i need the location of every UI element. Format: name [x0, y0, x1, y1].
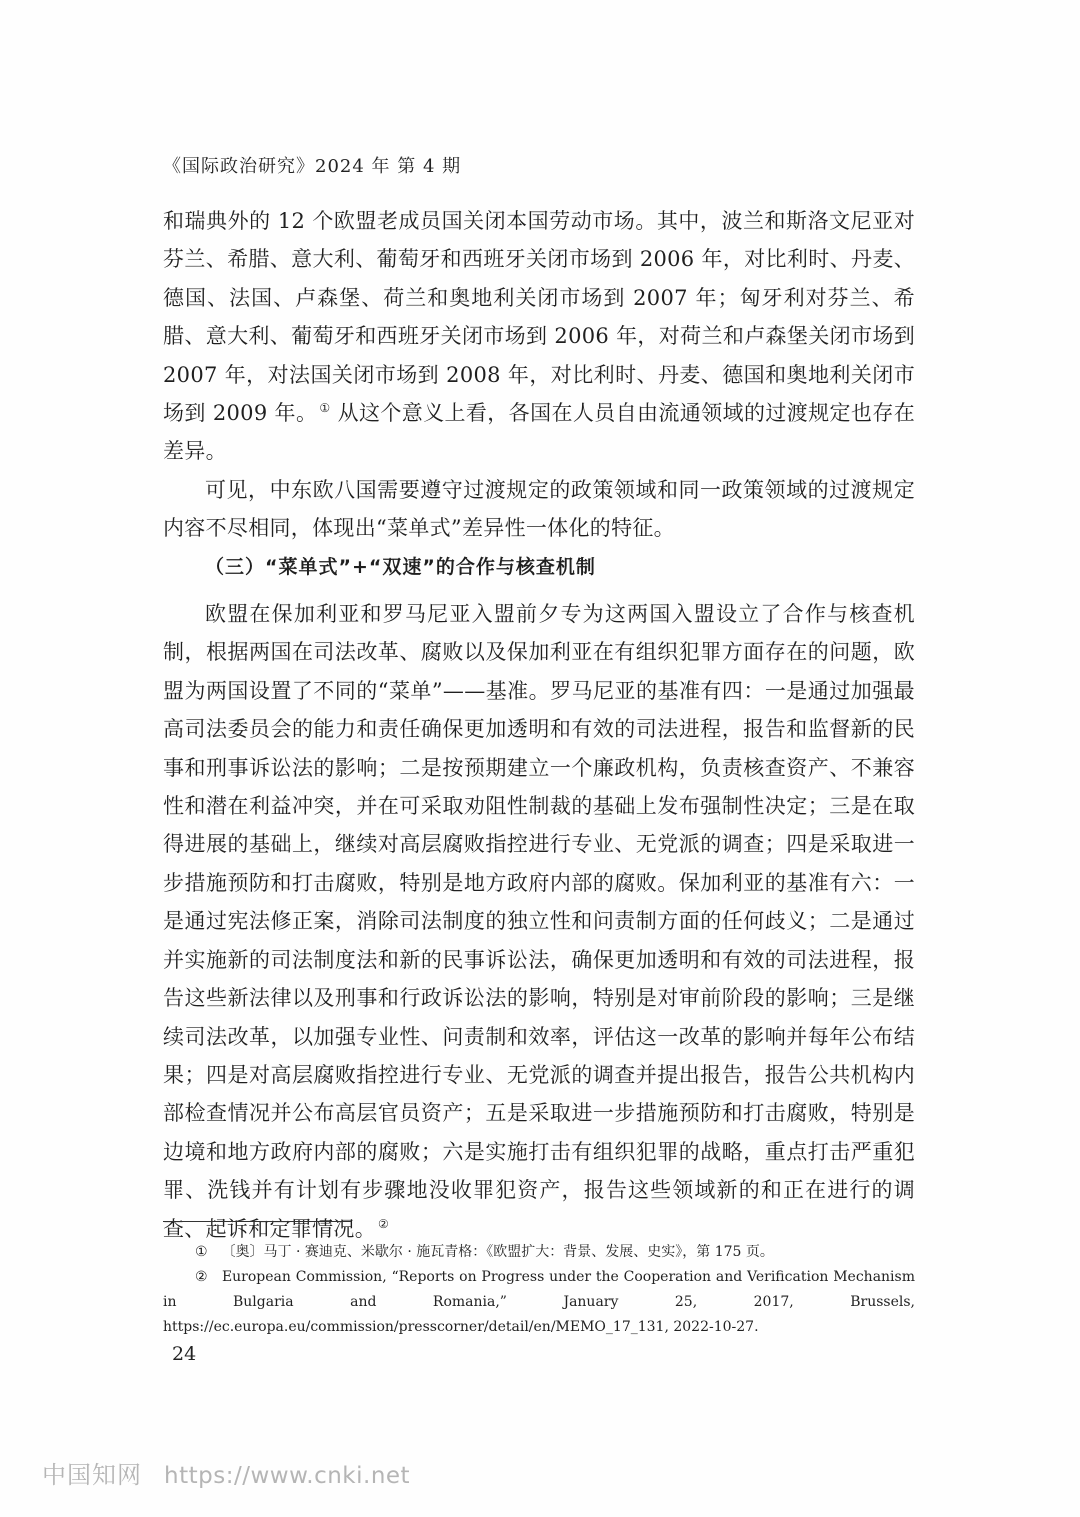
paragraph-3 — [163, 595, 915, 1248]
footnote-1 — [163, 1240, 915, 1265]
page-number: 24 — [172, 1343, 197, 1365]
paragraph-2: 可见，中东欧八国需要遵守过渡规定的政策领域和同一政策领域的过渡规定内容不尽相同，体现出“菜单式”差异性一体化的特征。 — [163, 477, 915, 541]
paragraph-1 — [163, 202, 915, 471]
footnote-divider — [163, 1221, 351, 1222]
footnote-1-text: 〔奥〕马丁 · 赛迪克、米歇尔 · 施瓦青格：《欧盟扩大：背景、发展、史实》，第 175 页。 — [221, 1244, 774, 1260]
footnote-ref-2[interactable]: ② — [378, 1216, 390, 1231]
section-heading: （三）“菜单式”+“双速”的合作与核查机制 — [205, 555, 596, 578]
footnote-2 — [163, 1265, 915, 1340]
footnote-1-mark: ① — [195, 1244, 208, 1260]
article-body — [163, 202, 915, 1248]
footnote-2-mark: ② — [195, 1269, 208, 1285]
footnotes — [163, 1240, 915, 1340]
paragraph-1-tail: 从这个意义上看，各国在人员自由流通领域的过渡规定也存在差异。 — [163, 401, 916, 464]
watermark — [42, 1455, 410, 1490]
footnote-2-text: European Commission, “Reports on Progress under the Cooperation and Verification Mechanism in Bulgaria and Romania,” January 25, 2017, Brussels, https://ec.europa.eu/commission/presscorner/detail/en/MEMO_17_131, 2022-10-27. — [163, 1269, 915, 1335]
paragraph-1-text: 和瑞典外的 12 个欧盟老成员国关闭本国劳动市场。其中，波兰和斯洛文尼亚对芬兰、希腊、意大利、葡萄牙和西班牙关闭市场到 2006 年，对比利时、丹麦、德国、法国、卢森堡、荷兰和奥地利关闭市场到 2007 年；匈牙利对芬兰、希腊、意大利、葡萄牙和西班牙关闭市场到 2006 年，对荷兰和卢森堡关闭市场到 2007 年，对法国关闭市场到 2008 年，对比利时、丹麦、德国和奥地利关闭市场到 2009 年。 — [163, 209, 915, 426]
watermark-brand: 中国知网 — [42, 1461, 142, 1489]
paragraph-3-text: 欧盟在保加利亚和罗马尼亚入盟前夕专为这两国入盟设立了合作与核查机制，根据两国在司法改革、腐败以及保加利亚在有组织犯罪方面存在的问题，欧盟为两国设置了不同的“菜单”——基准。罗马尼亚的基准有四：一是通过加强最高司法委员会的能力和责任确保更加透明和有效的司法进程，报告和监督新的民事和刑事诉讼法的影响；二是按预期建立一个廉政机构，负责核查资产、不兼容性和潜在利益冲突，并在可采取劝阻性制裁的基础上发布强制性决定；三是在取得进展的基础上，继续对高层腐败指控进行专业、无党派的调查；四是采取进一步措施预防和打击腐败，特别是地方政府内部的腐败。保加利亚的基准有六：一是通过宪法修正案，消除司法制度的独立性和问责制方面的任何歧义；二是通过并实施新的司法制度法和新的民事诉讼法，确保更加透明和有效的司法进程，报告这些新法律以及刑事和行政诉讼法的影响，特别是对审前阶段的影响；三是继续司法改革，以加强专业性、问责制和效率，评估这一改革的影响并每年公布结果；四是对高层腐败指控进行专业、无党派的调查并提出报告，报告公共机构内部检查情况并公布高层官员资产；五是采取进一步措施预防和打击腐败，特别是边境和地方政府内部的腐败；六是实施打击有组织犯罪的战略，重点打击严重犯罪、洗钱并有计划有步骤地没收罪犯资产，报告这些领域新的和正在进行的调查、起诉和定罪情况。 — [163, 602, 915, 1241]
footnote-ref-1[interactable]: ① — [319, 401, 331, 416]
running-header: 《国际政治研究》2024 年 第 4 期 — [163, 156, 462, 177]
watermark-url: https://www.cnki.net — [164, 1463, 411, 1489]
